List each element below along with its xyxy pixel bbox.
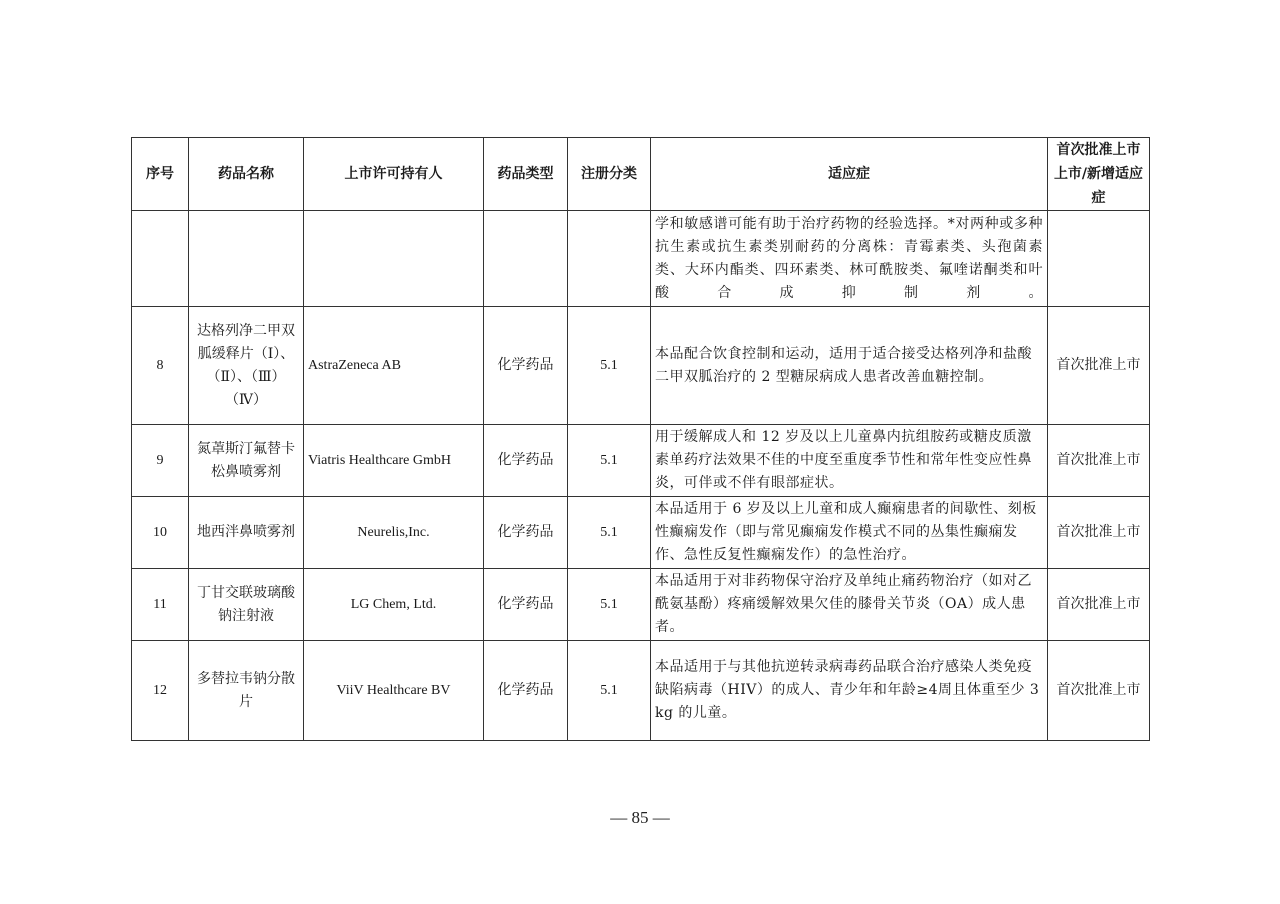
cell-name: 达格列净二甲双胍缓释片（Ⅰ）、（Ⅱ）、（Ⅲ）（Ⅳ） (189, 307, 304, 425)
cell-type: 化学药品 (484, 569, 568, 641)
cell-category: 5.1 (568, 569, 651, 641)
cell-approval: 首次批准上市 (1048, 641, 1150, 741)
cell-name: 多替拉韦钠分散片 (189, 641, 304, 741)
cell-category (568, 211, 651, 307)
cell-type (484, 211, 568, 307)
cell-category: 5.1 (568, 497, 651, 569)
cell-category: 5.1 (568, 425, 651, 497)
cell-no: 9 (132, 425, 189, 497)
cell-category: 5.1 (568, 641, 651, 741)
cell-no: 8 (132, 307, 189, 425)
table-row (132, 497, 1150, 569)
cell-approval: 首次批准上市 (1048, 569, 1150, 641)
cell-holder: ViiV Healthcare BV (304, 641, 484, 741)
header-category: 注册分类 (568, 138, 651, 211)
cell-approval: 首次批准上市 (1048, 307, 1150, 425)
cell-category: 5.1 (568, 307, 651, 425)
cell-name: 地西泮鼻喷雾剂 (189, 497, 304, 569)
header-holder: 上市许可持有人 (304, 138, 484, 211)
table-row (132, 307, 1150, 425)
cell-name (189, 211, 304, 307)
table-row (132, 569, 1150, 641)
cell-type: 化学药品 (484, 307, 568, 425)
page-number: — 85 — (610, 808, 670, 827)
cell-approval (1048, 211, 1150, 307)
header-type: 药品类型 (484, 138, 568, 211)
table-row (132, 211, 1150, 307)
cell-indication: 用于缓解成人和 12 岁及以上儿童鼻内抗组胺药或糖皮质激素单药疗法效果不佳的中度至重度季节性和常年性变应性鼻炎，可伴或不伴有眼部症状。 (651, 425, 1048, 497)
cell-name: 氮䓬斯汀氟替卡松鼻喷雾剂 (189, 425, 304, 497)
header-approval: 首次批准上市上市/新增适应症 (1048, 138, 1150, 211)
drug-approval-table (131, 137, 1150, 741)
cell-holder: AstraZeneca AB (304, 307, 484, 425)
header-name: 药品名称 (189, 138, 304, 211)
cell-indication: 学和敏感谱可能有助于治疗药物的经验选择。*对两种或多种抗生素或抗生素类别耐药的分离株：青霉素类、头孢菌素类、大环内酯类、四环素类、林可酰胺类、氟喹诺酮类和叶酸合成抑制剂。 (651, 211, 1048, 307)
cell-no: 10 (132, 497, 189, 569)
cell-no: 11 (132, 569, 189, 641)
table-row (132, 641, 1150, 741)
table-header-row (132, 138, 1150, 211)
cell-indication: 本品适用于 6 岁及以上儿童和成人癫痫患者的间歇性、刻板性癫痫发作（即与常见癫痫发作模式不同的丛集性癫痫发作、急性反复性癫痫发作）的急性治疗。 (651, 497, 1048, 569)
cell-no (132, 211, 189, 307)
cell-holder: LG Chem, Ltd. (304, 569, 484, 641)
header-no: 序号 (132, 138, 189, 211)
cell-indication: 本品适用于与其他抗逆转录病毒药品联合治疗感染人类免疫缺陷病毒（HIV）的成人、青少年和年龄≥4周且体重至少 3 kg 的儿童。 (651, 641, 1048, 741)
cell-holder: Viatris Healthcare GmbH (304, 425, 484, 497)
cell-indication: 本品适用于对非药物保守治疗及单纯止痛药物治疗（如对乙酰氨基酚）疼痛缓解效果欠佳的膝骨关节炎（OA）成人患者。 (651, 569, 1048, 641)
cell-approval: 首次批准上市 (1048, 425, 1150, 497)
cell-type: 化学药品 (484, 497, 568, 569)
cell-approval: 首次批准上市 (1048, 497, 1150, 569)
cell-name: 丁甘交联玻璃酸钠注射液 (189, 569, 304, 641)
cell-indication: 本品配合饮食控制和运动，适用于适合接受达格列净和盐酸二甲双胍治疗的 2 型糖尿病成人患者改善血糖控制。 (651, 307, 1048, 425)
header-indication: 适应症 (651, 138, 1048, 211)
cell-no: 12 (132, 641, 189, 741)
cell-holder: Neurelis,Inc. (304, 497, 484, 569)
cell-type: 化学药品 (484, 425, 568, 497)
cell-type: 化学药品 (484, 641, 568, 741)
table-row (132, 425, 1150, 497)
cell-holder (304, 211, 484, 307)
